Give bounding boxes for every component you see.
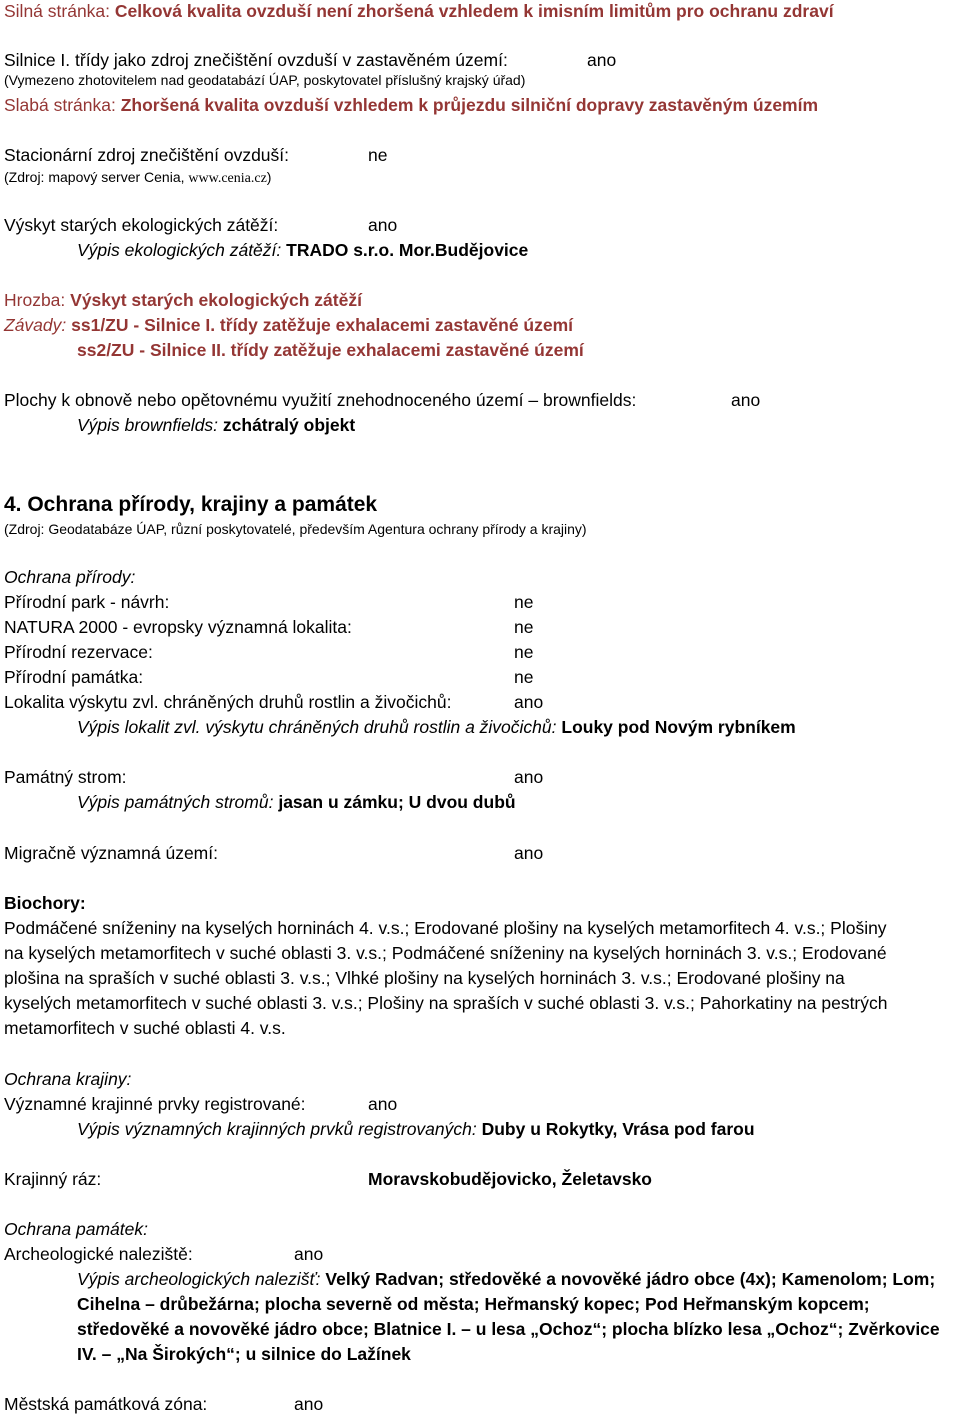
arch-list-line: IV. – „Na Širokých“; u silnice do Lažínek <box>77 1344 411 1364</box>
arch-list-line: Výpis archeologických nalezišť: Velký Radvan; středověké a novověké jádro obce (4x); Kamenolom; Lom; <box>77 1269 936 1289</box>
vkp-list: Výpis významných krajinných prvků registrovaných: Duby u Rokytky, Vrása pod farou <box>77 1119 755 1139</box>
nature-row-label: Lokalita výskytu zvl. chráněných druhů rostlin a živočichů: <box>4 692 452 712</box>
brownfields-value: ano <box>731 390 761 410</box>
biochory-line: Podmáčené sníženiny na kyselých horninách 4. v.s.; Erodované plošiny na kyselých metamorfitech 4. v.s.; Plošiny <box>4 918 887 938</box>
migration-value: ano <box>514 843 544 863</box>
road-note: (Vymezeno zhotovitelem nad geodatabází ÚAP, poskytovatel příslušný krajský úřad) <box>4 72 526 88</box>
defect-line-2: ss2/ZU - Silnice II. třídy zatěžuje exhalacemi zastavěné území <box>77 340 584 360</box>
tree-list: Výpis památných stromů: jasan u zámku; U dvou dubů <box>77 792 516 812</box>
strength-text: Celková kvalita ovzduší není zhoršená vzhledem k imisním limitům pro ochranu zdraví <box>114 1 834 21</box>
section-4-source: (Zdroj: Geodatabáze ÚAP, různí poskytovatelé, především Agentura ochrany přírody a krajiny) <box>4 521 587 537</box>
strength-prefix: Silná stránka: <box>4 1 115 21</box>
brownfields-label: Plochy k obnově nebo opětovnému využití znehodnoceného území – brownfields: <box>4 390 637 410</box>
landscape-heading: Ochrana krajiny: <box>4 1069 132 1089</box>
threat-line: Hrozba: Výskyt starých ekologických zátěží <box>4 290 362 310</box>
migration-label: Migračně významná území: <box>4 843 218 863</box>
monuments-heading: Ochrana památek: <box>4 1219 148 1239</box>
strength-line <box>4 0 834 22</box>
stationary-label: Stacionární zdroj znečištění ovzduší: <box>4 145 290 165</box>
old-loads-label: Výskyt starých ekologických zátěží: <box>4 215 279 235</box>
vkp-label: Významné krajinné prvky registrované: <box>4 1094 306 1114</box>
zone-label: Městská památková zóna: <box>4 1394 208 1414</box>
arch-list-line: Cihelna – drůbežárna; plocha severně od města; Heřmanský kopec; Pod Heřmanským kopcem; <box>77 1294 870 1314</box>
landscape-character-value: Moravskobudějovicko, Želetavsko <box>368 1169 652 1189</box>
section-4-heading: 4. Ochrana přírody, krajiny a památek <box>4 493 378 516</box>
arch-label: Archeologické naleziště: <box>4 1244 193 1264</box>
brownfields-list: Výpis brownfields: zchátralý objekt <box>77 415 356 435</box>
nature-row-value: ano <box>514 692 544 712</box>
weakness-line <box>4 94 818 116</box>
biochory-line: kyselých metamorfitech v suché oblasti 3. v.s.; Plošiny na spraších v suché oblasti 3. v.s.; Pahorkatiny na pestrých <box>4 993 888 1013</box>
zone-value: ano <box>294 1394 324 1414</box>
nature-row-value: ne <box>514 667 534 687</box>
weakness-text: Zhoršená kvalita ovzduší vzhledem k průjezdu silniční dopravy zastavěným územím <box>120 95 819 115</box>
nature-row-label: NATURA 2000 - evropsky významná lokalita: <box>4 617 352 637</box>
species-list: Výpis lokalit zvl. výskytu chráněných druhů rostlin a živočichů: Louky pod Novým rybníkem <box>77 717 796 737</box>
weakness-prefix: Slabá stránka: <box>4 95 121 115</box>
biochory-line: metamorfitech v suché oblasti 4. v.s. <box>4 1018 286 1038</box>
nature-row-value: ne <box>514 592 534 612</box>
biochory-line: na kyselých metamorfitech v suché oblasti 3. v.s.; Podmáčené sníženiny na kyselých horninách 3. v.s.; Erodované <box>4 943 887 963</box>
cenia-link[interactable]: www.cenia.cz <box>188 171 267 186</box>
old-loads-value: ano <box>368 215 398 235</box>
stationary-source: (Zdroj: mapový server Cenia, www.cenia.cz) <box>4 169 272 186</box>
nature-row-value: ne <box>514 617 534 637</box>
nature-row-label: Přírodní památka: <box>4 667 144 687</box>
old-loads-list: Výpis ekologických zátěží: TRADO s.r.o. Mor.Budějovice <box>77 240 529 260</box>
tree-value: ano <box>514 767 544 787</box>
road-label: Silnice I. třídy jako zdroj znečištění ovzduší v zastavěném území: <box>4 50 508 70</box>
tree-label: Památný strom: <box>4 767 127 787</box>
stationary-value: ne <box>368 145 388 165</box>
biochory-line: plošina na spraších v suché oblasti 3. v.s.; Vlhké plošiny na kyselých horninách 3. v.s.; Erodované plošiny na <box>4 968 845 988</box>
biochory-heading: Biochory: <box>4 893 86 913</box>
nature-row-label: Přírodní rezervace: <box>4 642 153 662</box>
defect-line-1: Závady: ss1/ZU - Silnice I. třídy zatěžuje exhalacemi zastavěné území <box>4 315 574 335</box>
road-value: ano <box>587 50 617 70</box>
arch-value: ano <box>294 1244 324 1264</box>
arch-list-line: středověké a novověké jádro obce; Blatnice I. – u lesa „Ochoz“; plocha blízko lesa „Ochoz“; Zvěrkovice <box>77 1319 940 1339</box>
nature-row-label: Přírodní park - návrh: <box>4 592 170 612</box>
vkp-value: ano <box>368 1094 398 1114</box>
nature-heading: Ochrana přírody: <box>4 567 136 587</box>
landscape-character-label: Krajinný ráz: <box>4 1169 102 1189</box>
nature-row-value: ne <box>514 642 534 662</box>
